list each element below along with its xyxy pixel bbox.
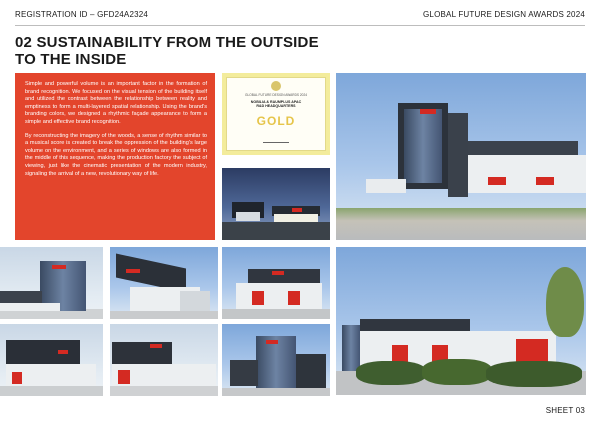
cantilever-photo — [110, 247, 218, 319]
side-elevation-photo — [110, 324, 218, 396]
entrance-photo — [222, 247, 330, 319]
glass-tower-photo — [222, 324, 330, 396]
certificate-award-name: GLOBAL FUTURE DESIGN AWARDS 2024 — [245, 93, 307, 97]
certificate-signature-line — [263, 139, 289, 143]
tower-corner-photo — [0, 247, 103, 319]
registration-id: REGISTRATION ID – GFD24A2324 — [15, 10, 149, 19]
sheet-number: SHEET 03 — [545, 406, 585, 415]
page-title-line-2: TO THE INSIDE — [15, 51, 127, 68]
description-paragraph-2: By reconstructing the imagery of the woods, a sense of rhythm similar to a musical score is created to break the oppression of the building's large volume on the environment, and a series of windows are also formed in the middle of this sequence, making the production factory the subject of viewing, just like the cinematic presentation of the modern industry, signaling the arrival of a new, revolutionary way of life. — [25, 132, 207, 177]
night-view-photo — [222, 168, 330, 240]
certificate-level: GOLD — [256, 114, 296, 129]
award-seal-icon — [271, 81, 281, 91]
description-paragraph-1: Simple and powerful volume is an important factor in the formation of brand recognition. We focused on the visual tension of the building itself and utilized the contrast between the relationship between reality and emptiness to form a multi-layered spatial relationship. Using the brand's branding colors, we designed a rhythmic façade appearance to form a simple and effective brand recognition. — [25, 81, 207, 125]
page-title — [15, 34, 319, 68]
page-title-line-1: 02 SUSTAINABILITY FROM THE OUTSIDE — [15, 34, 319, 51]
certificate-project-line-2: R&D HEADQUARTERS — [256, 104, 296, 109]
main-facade-photo — [336, 73, 586, 240]
certificate-sheet — [226, 77, 326, 151]
header-divider — [15, 25, 585, 26]
certificate-project-line-1: NOBILIA & RAUMPLUS APAC — [250, 100, 302, 104]
lower-corner-photo — [0, 324, 103, 396]
street-panorama-photo — [336, 247, 586, 395]
description-panel — [15, 73, 215, 240]
award-certificate-photo — [222, 73, 330, 155]
award-name: GLOBAL FUTURE DESIGN AWARDS 2024 — [423, 10, 585, 19]
